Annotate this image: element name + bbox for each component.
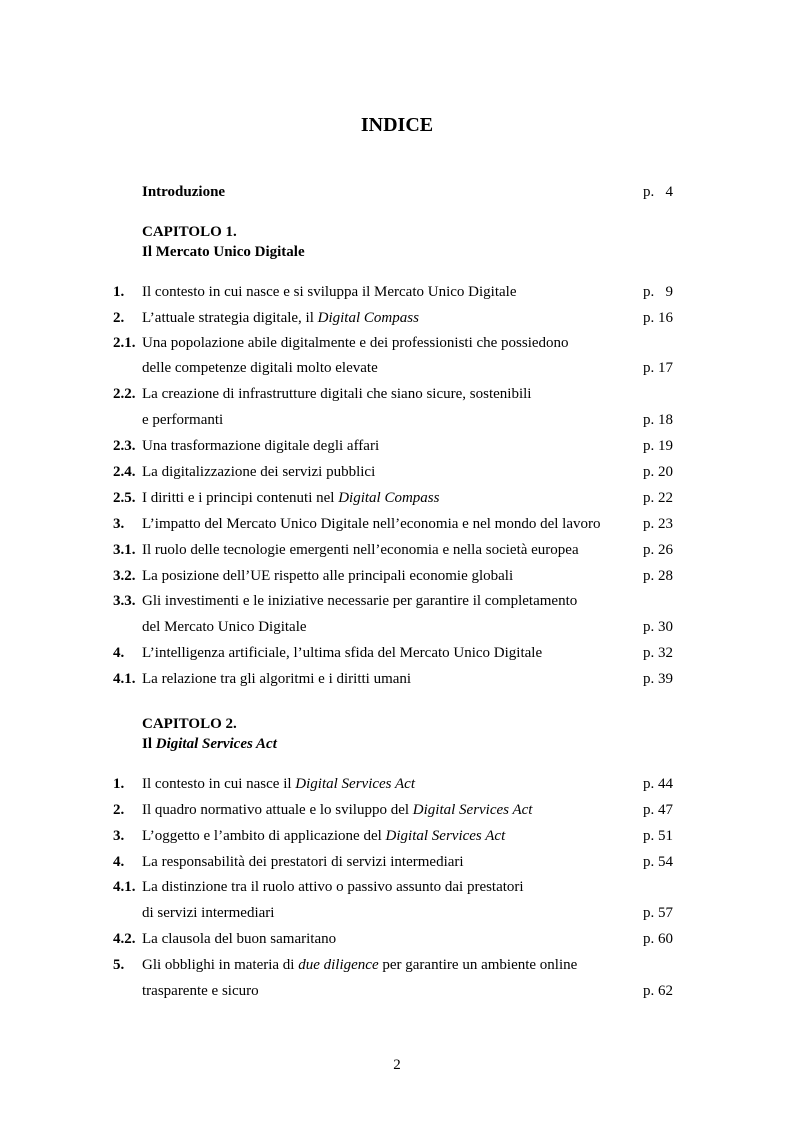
toc-entry-page: p. 17: [643, 360, 673, 376]
toc-entry-page: p. 22: [643, 490, 673, 506]
toc-entry-number: 3.3.: [113, 593, 136, 609]
toc-entry-number: 3.: [113, 516, 125, 532]
toc-entry-page: p. 28: [643, 568, 673, 584]
toc-entry-text: L’intelligenza artificiale, l’ultima sfida del Mercato Unico Digitale: [142, 645, 543, 661]
toc-entry-continuation: delle competenze digitali molto elevate: [142, 360, 378, 376]
toc-entry-number: 1.: [113, 284, 125, 300]
toc-entry-text: Il contesto in cui nasce e si sviluppa il Mercato Unico Digitale: [142, 284, 517, 300]
toc-entry-page: p. 60: [643, 931, 673, 947]
page-title: INDICE: [360, 114, 434, 136]
toc-entry-continuation: trasparente e sicuro: [142, 983, 259, 999]
toc-entry-page: p. 20: [643, 464, 673, 480]
toc-entry-page: p. 19: [643, 438, 673, 454]
toc-entry-page: p. 16: [643, 310, 673, 326]
toc-entry-text: Una popolazione abile digitalmente e dei professionisti che possiedono: [142, 335, 569, 351]
toc-entry-continuation: del Mercato Unico Digitale: [142, 619, 307, 635]
toc-intro-page: p. 4: [643, 184, 673, 200]
toc-entry-text: Gli investimenti e le iniziative necessarie per garantire il completamento: [142, 593, 578, 609]
toc-entry-number: 4.1.: [113, 671, 136, 687]
toc-entry-number: 4.: [113, 645, 125, 661]
toc-entry-page: p. 44: [643, 776, 673, 792]
toc-entry-continuation: di servizi intermediari: [142, 905, 275, 921]
toc-intro-label: Introduzione: [142, 184, 226, 200]
toc-entry-number: 2.2.: [113, 386, 136, 402]
toc-entry-text: Gli obblighi in materia di due diligence per garantire un ambiente online: [142, 957, 578, 973]
toc-entry-text: L’impatto del Mercato Unico Digitale nell’economia e nel mondo del lavoro: [142, 516, 601, 532]
toc-entry-text: La digitalizzazione dei servizi pubblici: [142, 464, 376, 480]
chapter2-subtitle: Il Digital Services Act: [142, 736, 277, 752]
toc-entry-number: 2.: [113, 310, 125, 326]
toc-entry-text: La relazione tra gli algoritmi e i diritti umani: [142, 671, 412, 687]
toc-entry-page: p. 62: [643, 983, 673, 999]
toc-entry-text: I diritti e i principi contenuti nel Digital Compass: [142, 490, 440, 506]
toc-entry-page: p. 39: [643, 671, 673, 687]
toc-entry-page: p. 26: [643, 542, 673, 558]
toc-entry-page: p. 47: [643, 802, 673, 818]
toc-entry-number: 4.2.: [113, 931, 136, 947]
toc-entry-text: L’attuale strategia digitale, il Digital Compass: [142, 310, 419, 326]
chapter1-heading: CAPITOLO 1.: [142, 224, 237, 240]
toc-entry-number: 5.: [113, 957, 125, 973]
toc-entry-text: L’oggetto e l’ambito di applicazione del Digital Services Act: [142, 828, 506, 844]
toc-entry-text: La posizione dell’UE rispetto alle principali economie globali: [142, 568, 514, 584]
chapter1-subtitle: Il Mercato Unico Digitale: [142, 244, 305, 260]
toc-entry-text: Il ruolo delle tecnologie emergenti nell’economia e nella società europea: [142, 542, 579, 558]
toc-entry-page: p. 9: [643, 284, 673, 300]
toc-entry-text: La clausola del buon samaritano: [142, 931, 337, 947]
toc-entry-page: p. 23: [643, 516, 673, 532]
toc-entry-text: La distinzione tra il ruolo attivo o passivo assunto dai prestatori: [142, 879, 524, 895]
toc-entry-number: 3.: [113, 828, 125, 844]
toc-entry-number: 2.5.: [113, 490, 136, 506]
toc-entry-number: 4.1.: [113, 879, 136, 895]
toc-entry-page: p. 54: [643, 854, 673, 870]
toc-entry-text: Il contesto in cui nasce il Digital Services Act: [142, 776, 415, 792]
toc-entry-continuation: e performanti: [142, 412, 224, 428]
toc-entry-page: p. 30: [643, 619, 673, 635]
toc-entry-number: 2.3.: [113, 438, 136, 454]
page-number: 2: [393, 1057, 401, 1073]
toc-entry-number: 2.4.: [113, 464, 136, 480]
toc-entry-number: 2.1.: [113, 335, 136, 351]
toc-entry-page: p. 57: [643, 905, 673, 921]
toc-entry-text: La responsabilità dei prestatori di servizi intermediari: [142, 854, 464, 870]
toc-entry-page: p. 18: [643, 412, 673, 428]
toc-entry-page: p. 51: [643, 828, 673, 844]
toc-entry-text: Il quadro normativo attuale e lo sviluppo del Digital Services Act: [142, 802, 533, 818]
toc-entry-number: 1.: [113, 776, 125, 792]
toc-entry-number: 2.: [113, 802, 125, 818]
toc-entry-number: 3.1.: [113, 542, 136, 558]
toc-entry-page: p. 32: [643, 645, 673, 661]
chapter2-heading: CAPITOLO 2.: [142, 716, 237, 732]
toc-entry-text: Una trasformazione digitale degli affari: [142, 438, 380, 454]
toc-entry-text: La creazione di infrastrutture digitali che siano sicure, sostenibili: [142, 386, 532, 402]
toc-entry-number: 3.2.: [113, 568, 136, 584]
toc-entry-number: 4.: [113, 854, 125, 870]
